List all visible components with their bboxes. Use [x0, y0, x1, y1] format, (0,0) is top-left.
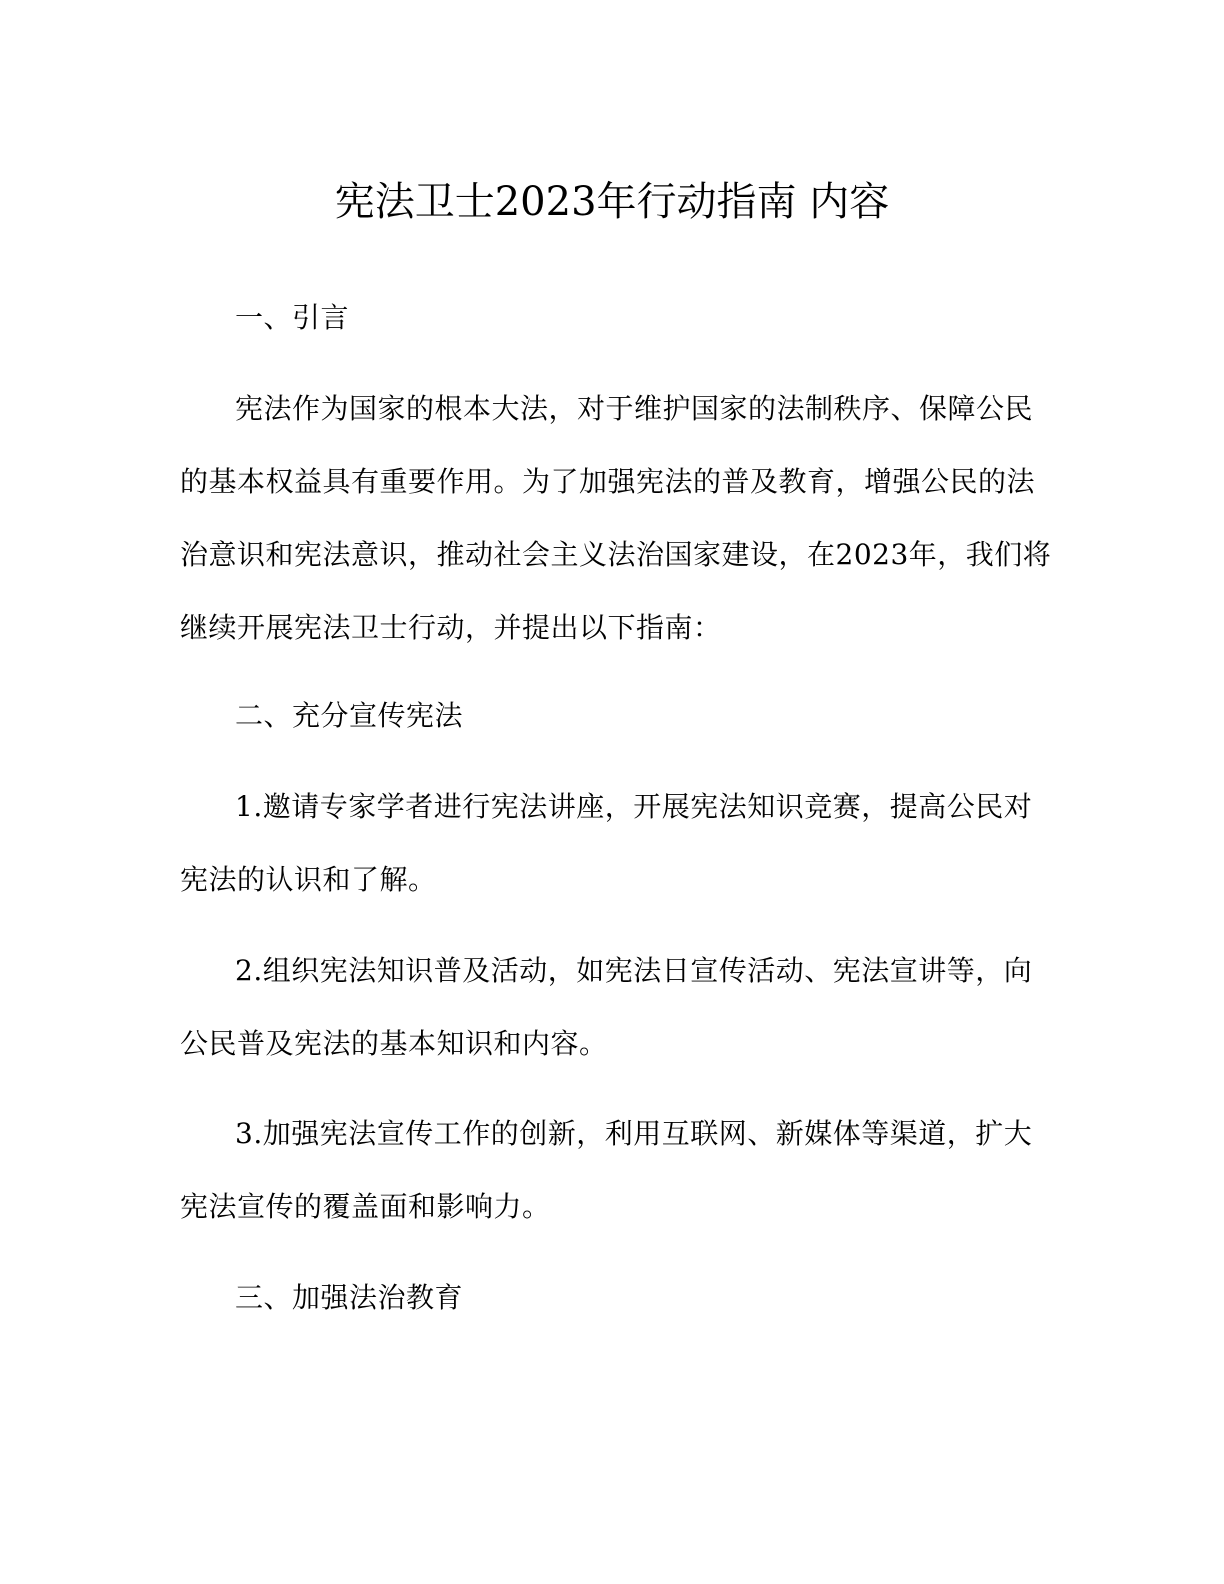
- paragraph-line: 宪法的认识和了解。: [180, 863, 437, 896]
- list-item-2: [180, 934, 1040, 1080]
- paragraph-line: 治意识和宪法意识，推动社会主义法治国家建设，在2023年，我们将: [180, 538, 1052, 571]
- paragraph-introduction: [180, 372, 1052, 664]
- paragraph-line: 宪法作为国家的根本大法，对于维护国家的法制秩序、保障公民: [235, 392, 1034, 425]
- list-item-1: [180, 770, 1040, 916]
- heading-text: 一、引言: [235, 301, 350, 334]
- paragraph-line: 宪法宣传的覆盖面和影响力。: [180, 1190, 551, 1223]
- heading-text: 三、加强法治教育: [235, 1281, 464, 1314]
- document-title: 宪法卫士2023年行动指南 内容: [334, 179, 890, 225]
- paragraph-line: 公民普及宪法的基本知识和内容。: [180, 1027, 608, 1060]
- paragraph-line: 1.邀请专家学者进行宪法讲座，开展宪法知识竞赛，提高公民对: [235, 790, 1033, 823]
- paragraph-line: 2.组织宪法知识普及活动，如宪法日宣传活动、宪法宣讲等，向: [235, 954, 1033, 987]
- section-heading-introduction: [180, 281, 1040, 354]
- paragraph-line: 继续开展宪法卫士行动，并提出以下指南：: [180, 611, 722, 644]
- section-heading-promote-constitution: [180, 679, 1040, 752]
- section-heading-legal-education: [180, 1261, 1040, 1334]
- list-item-3: [180, 1097, 1040, 1243]
- heading-text: 二、充分宣传宪法: [235, 699, 464, 732]
- paragraph-line: 3.加强宪法宣传工作的创新，利用互联网、新媒体等渠道，扩大: [235, 1117, 1033, 1150]
- paragraph-line: 的基本权益具有重要作用。为了加强宪法的普及教育，增强公民的法: [180, 465, 1036, 498]
